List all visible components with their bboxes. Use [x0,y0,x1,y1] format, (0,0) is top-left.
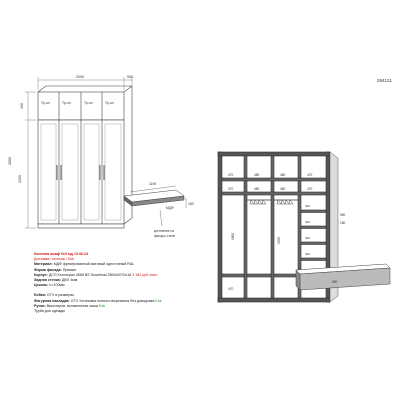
front-width-label: 2000 [76,75,84,79]
spec-value: ДСП Kronospan 4689 BS Snowfrost 2800х2070х16 [48,272,132,277]
shelf-length-label: 1190 [149,182,157,186]
extension-shelf [296,264,390,290]
interior-mid-dim-3: 480 [280,187,286,191]
front-top-height-label: 400 [20,103,24,109]
interior-left-dim: 1800 [231,232,235,240]
spec-label: Задняя стенка: [34,278,61,283]
spec-label: Цоколь: [34,283,49,288]
drawing-code: 284121 [376,78,392,83]
spec-value: h=100мм [49,283,65,288]
top-label-3: Тр-ол [84,101,93,105]
spec-value: Прямые [62,267,77,272]
spec-label: Фигурная накладка: [34,298,70,303]
shelf-drawing [124,186,186,226]
interior-mid-dim-2: 480 [254,187,260,191]
interior-shelf-dim-2: 340 [305,220,311,224]
shelf-material-label: МДФ [166,206,174,210]
interior-shelf-dim-3: 340 [305,236,311,240]
spec-label: Корпус: [34,272,48,277]
front-depth-label: 550 [127,75,133,79]
spec-subtitle: Доставка / монтаж / Kok [34,257,75,262]
interior-shelf-dim-1: 340 [305,204,311,208]
spec-block [34,252,254,314]
spec-extra: 3 182 руб./лист [132,272,158,277]
hangers-right [277,200,293,204]
interior-shelf-dim-4: 340 [305,252,311,256]
spec-label: Ручки: [34,303,46,308]
interior-right-depth: 550 [340,213,346,217]
spec-label: Материал: [34,262,53,267]
interior-inner-dim: 1590 [277,236,281,244]
spec-row-rod [34,309,254,314]
hangers-left [250,200,266,204]
interior-top-dim-2: 480 [254,173,260,177]
spec-value: МДФ фрезерованный матовый однотонный RAL [53,262,135,267]
interior-right-depth2: 180 [340,221,346,225]
shelf-depth-label: 180 [188,202,194,206]
interior-top-dim-4: 470 [307,173,313,177]
top-label-4: Тр-ол [105,101,114,105]
interior-top-dim-1: 470 [228,173,234,177]
spec-extra: Kok [155,298,162,303]
shelf-note-line2: фасад к стене [154,234,176,238]
interior-bottom-left: 470 [228,287,234,291]
interior-mid-dim-1: 470 [228,187,234,191]
spec-label: Форма фасада: [34,267,62,272]
spec-value: ДВП 4мм [61,278,78,283]
spec-value: Вмонтиров. вставленная чаша [46,303,98,308]
top-label-1: Тр-ол [41,101,50,105]
interior-bottom-right: 590 [332,280,338,284]
spec-value: Труба для одежды [34,309,65,314]
spec-value: GTV Установка полного вырезания без доводчика [70,298,155,303]
front-total-height-label: 2800 [8,157,12,165]
interior-mid-dim-4: 470 [307,187,313,191]
spec-extra: Kok [98,303,106,308]
front-view [38,86,132,228]
spec-label: Бейки: [34,293,46,298]
spec-value: GTV в размерах [47,293,75,298]
front-bottom-height-label: 2200 [18,175,22,183]
shelf-note-line1: крепление на [154,229,175,233]
interior-top-dim-3: 480 [280,173,286,177]
top-label-2: Тр-ол [62,101,71,105]
spec-title: Колонна шкаф №3 мд 13.06.24 [34,252,88,256]
